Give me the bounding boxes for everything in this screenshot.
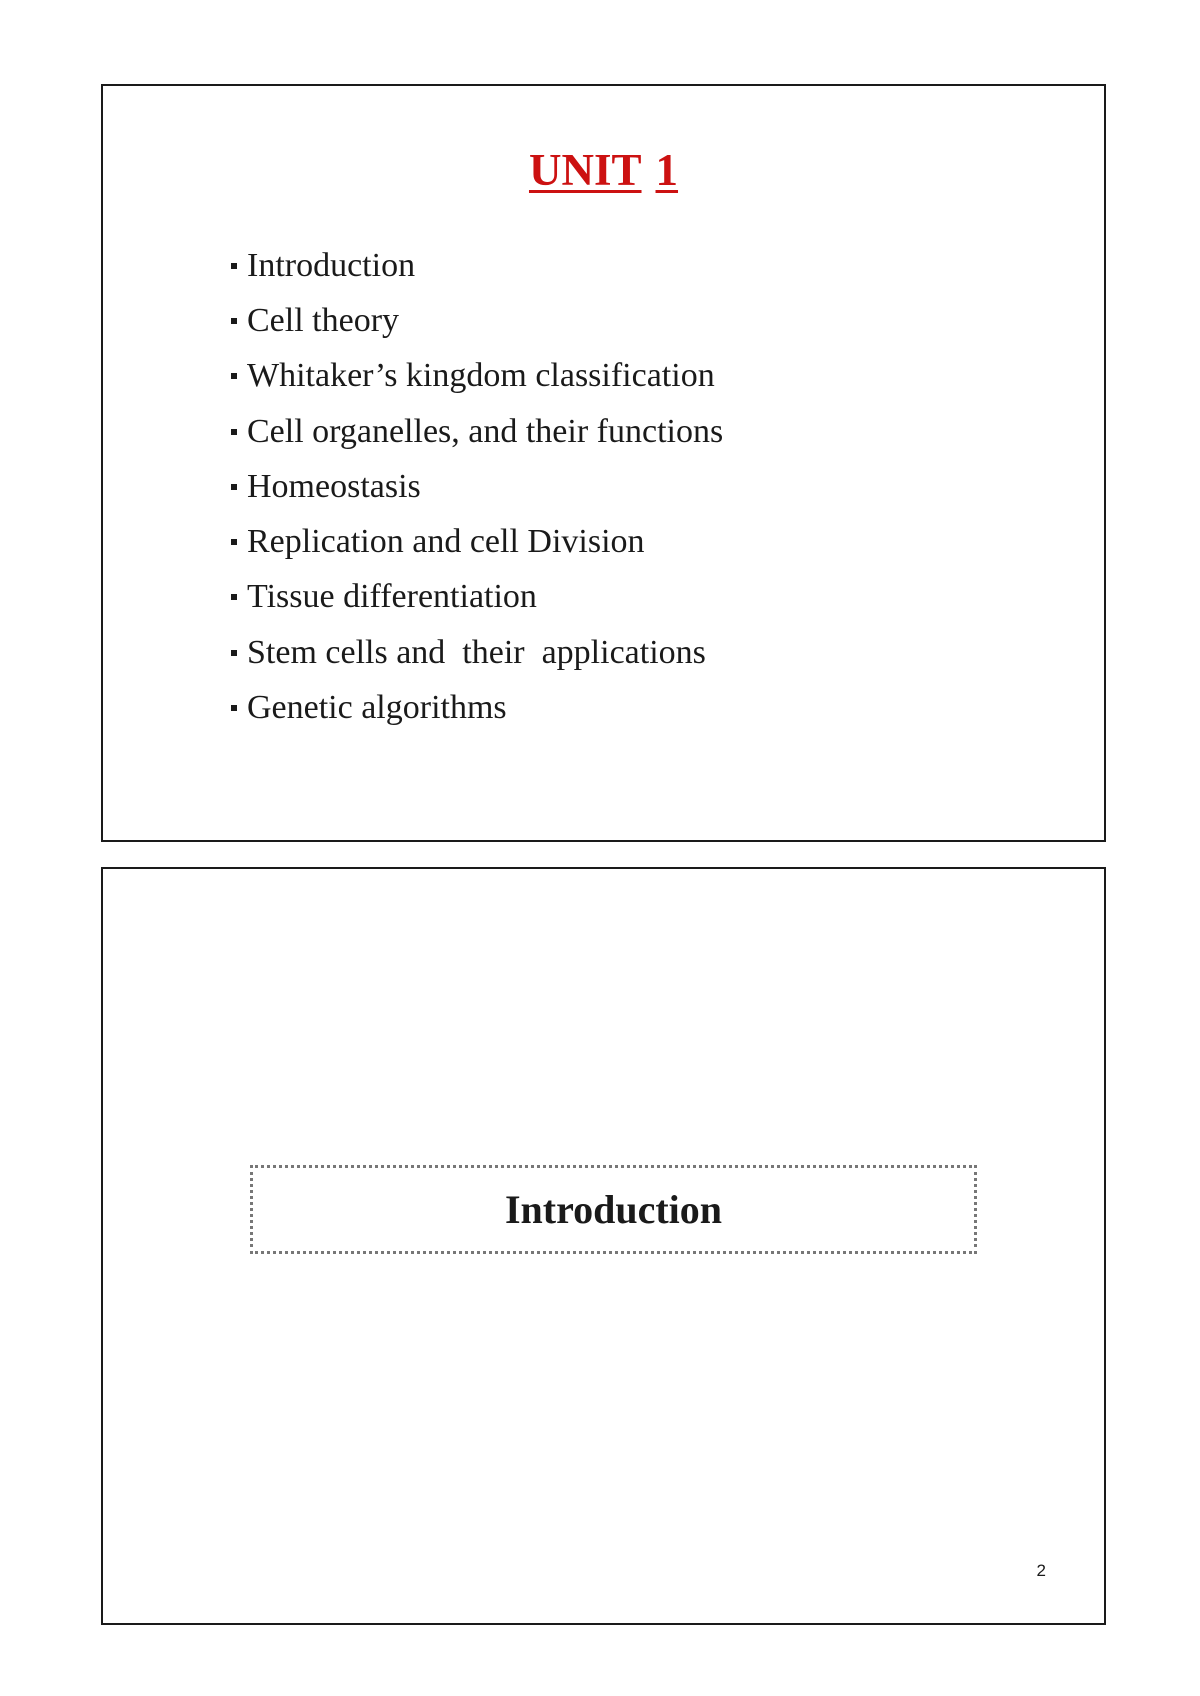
topic-label: Replication and cell Division xyxy=(247,523,645,561)
topic-item xyxy=(231,625,723,680)
topic-item xyxy=(231,349,723,404)
topic-label: Homeostasis xyxy=(247,467,421,505)
bullet-icon xyxy=(231,705,237,711)
bullet-icon xyxy=(231,484,237,490)
topic-label: Stem cells and their applications xyxy=(247,633,706,671)
topic-label: Cell theory xyxy=(247,301,400,339)
bullet-icon xyxy=(231,594,237,600)
topic-list xyxy=(231,238,723,736)
unit-title xyxy=(103,145,1104,195)
topic-item xyxy=(231,459,723,514)
bullet-icon xyxy=(231,650,237,656)
topic-item xyxy=(231,514,723,569)
bullet-icon xyxy=(231,318,237,324)
topic-item xyxy=(231,570,723,625)
topic-label: Tissue differentiation xyxy=(247,578,537,616)
topic-item xyxy=(231,238,723,293)
topic-label: Introduction xyxy=(247,246,416,284)
section-title: Introduction xyxy=(504,1186,723,1232)
section-title-box xyxy=(250,1165,977,1254)
bullet-icon xyxy=(231,429,237,435)
unit-title-number: 1 xyxy=(655,145,679,195)
slide-introduction xyxy=(101,867,1106,1625)
slide-unit-1 xyxy=(101,84,1106,842)
topic-item xyxy=(231,680,723,735)
topic-label: Whitaker’s kingdom classification xyxy=(247,357,715,395)
bullet-icon xyxy=(231,539,237,545)
bullet-icon xyxy=(231,373,237,379)
bullet-icon xyxy=(231,263,237,269)
topic-item xyxy=(231,404,723,459)
topic-item xyxy=(231,293,723,348)
topic-label: Cell organelles, and their functions xyxy=(247,412,724,450)
unit-title-word: UNIT xyxy=(528,145,642,195)
topic-label: Genetic algorithms xyxy=(247,689,507,727)
page-number: 2 xyxy=(1036,1561,1046,1580)
